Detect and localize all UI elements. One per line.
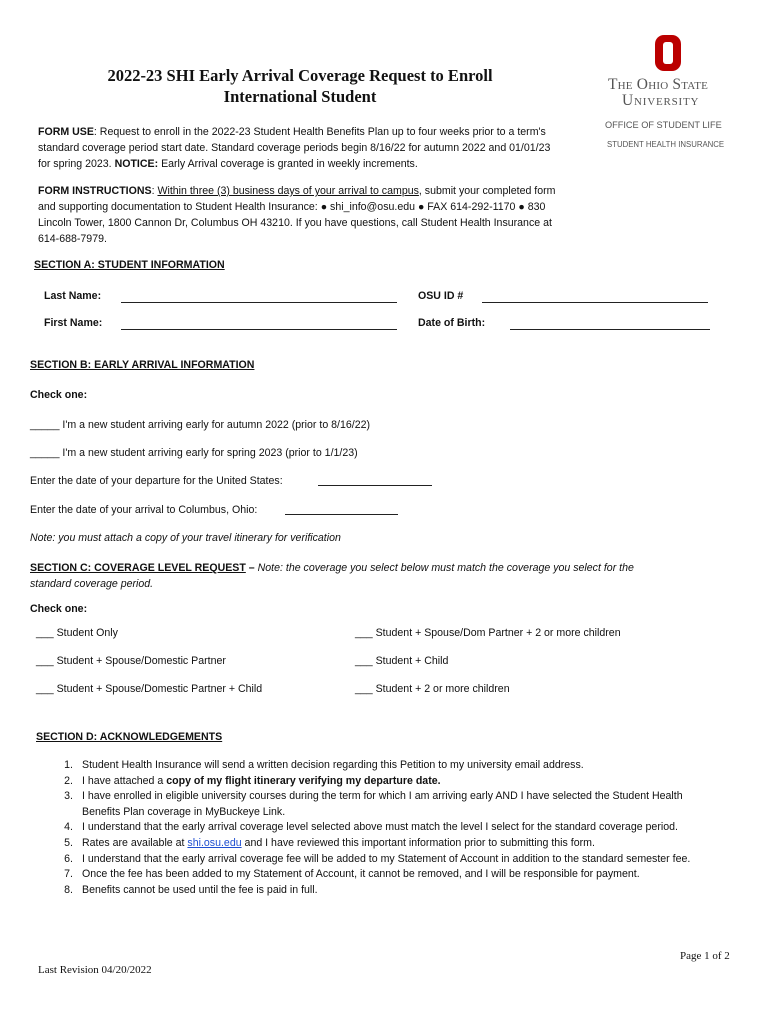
notice-label: NOTICE:: [114, 158, 159, 170]
list-item: [55, 852, 707, 868]
logo-line-3: OFFICE OF STUDENT LIFE: [605, 120, 722, 130]
list-item-number: 7.: [64, 868, 73, 881]
acknowledgements-list: [55, 758, 707, 898]
list-item-text: I have enrolled in eligible university courses during the term for which I am arriving early AND I have selected the Student Health Benefits Plan coverage in MyBuckeye Link.: [82, 790, 683, 818]
list-item-number: 6.: [64, 852, 73, 865]
list-item-text: and I have reviewed this important information prior to submitting this form.: [241, 836, 595, 849]
itinerary-note: Note: you must attach a copy of your travel itinerary for verification: [30, 532, 341, 544]
list-item: [55, 820, 707, 836]
list-item-number: 2.: [64, 774, 73, 787]
form-instructions-label: FORM INSTRUCTIONS: [38, 185, 152, 197]
departure-date-label: Enter the date of your departure for the United States:: [30, 475, 283, 487]
last-name-field[interactable]: [121, 302, 397, 303]
page-title: [40, 65, 560, 107]
form-instructions-colon: :: [151, 185, 158, 197]
coverage-option-child[interactable]: ___ Student + Child: [355, 655, 449, 667]
section-b-heading: SECTION B: EARLY ARRIVAL INFORMATION: [30, 359, 255, 371]
first-name-field[interactable]: [121, 329, 397, 330]
section-c-heading: SECTION C: COVERAGE LEVEL REQUEST: [30, 562, 246, 574]
list-item-text: Benefits cannot be used until the fee is paid in full.: [82, 883, 318, 896]
coverage-option-student-only[interactable]: ___ Student Only: [36, 627, 118, 639]
page-number: Page 1 of 2: [680, 950, 730, 962]
coverage-option-spouse-child[interactable]: ___ Student + Spouse/Domestic Partner + Child: [36, 683, 263, 695]
list-item: [55, 836, 707, 852]
departure-date-field[interactable]: [318, 485, 432, 486]
arrival-date-field[interactable]: [285, 514, 398, 515]
section-c-dash: –: [245, 562, 258, 574]
list-item-text: I understand that the early arrival coverage level selected above must match the level I select for the standard coverage period.: [82, 821, 678, 834]
list-item-text: I have attached a: [82, 774, 167, 787]
form-use-paragraph: [38, 124, 556, 172]
list-item-number: 4.: [64, 821, 73, 834]
osu-id-label: OSU ID #: [418, 290, 464, 302]
list-item: [55, 758, 707, 774]
list-item-text: Rates are available at: [82, 836, 188, 849]
section-d-heading: SECTION D: ACKNOWLEDGEMENTS: [36, 731, 223, 743]
coverage-option-spouse-2-children[interactable]: ___ Student + Spouse/Dom Partner + 2 or more children: [355, 627, 621, 639]
osu-id-field[interactable]: [482, 302, 708, 303]
logo-line-2: University: [622, 92, 700, 109]
list-item: [55, 883, 707, 899]
dob-label: Date of Birth:: [418, 317, 486, 329]
last-name-label: Last Name:: [44, 290, 102, 302]
list-item-text: Student Health Insurance will send a written decision regarding this Petition to my university email address.: [82, 759, 584, 771]
list-item: [55, 867, 707, 883]
revision-date: Last Revision 04/20/2022: [38, 964, 152, 976]
arrival-date-label: Enter the date of your arrival to Columbus, Ohio:: [30, 504, 258, 516]
list-item-number: 5.: [64, 836, 73, 849]
list-item-bold-text: copy of my flight itinerary verifying my departure date.: [166, 774, 441, 787]
title-line-1: 2022-23 SHI Early Arrival Coverage Request to Enroll: [107, 66, 493, 85]
form-instructions-paragraph: [38, 183, 556, 247]
osu-logo: [600, 34, 740, 154]
section-b-check-one: Check one:: [30, 389, 88, 401]
section-c-heading-line: [30, 560, 670, 592]
dob-field[interactable]: [510, 329, 710, 330]
coverage-option-spouse[interactable]: ___ Student + Spouse/Domestic Partner: [36, 655, 226, 667]
list-item-text: I understand that the early arrival coverage fee will be added to my Statement of Account in addition to the standard semester fee.: [82, 852, 691, 865]
block-o-icon: [654, 34, 682, 72]
form-instructions-deadline: Within three (3) business days of your arrival to campus: [157, 185, 419, 197]
early-arrival-spring-option[interactable]: _____ I'm a new student arriving early for spring 2023 (prior to 1/1/23): [30, 447, 358, 459]
section-c-note: Note: the coverage you select below must match the coverage you select for the standard coverage period.: [30, 562, 634, 590]
rates-link[interactable]: shi.osu.edu: [187, 836, 242, 849]
section-c-check-one: Check one:: [30, 603, 88, 615]
logo-line-4: STUDENT HEALTH INSURANCE: [607, 140, 725, 149]
early-arrival-autumn-option[interactable]: _____ I'm a new student arriving early for autumn 2022 (prior to 8/16/22): [30, 419, 371, 431]
list-item: [55, 774, 707, 790]
notice-text: Early Arrival coverage is granted in weekly increments.: [158, 158, 418, 170]
list-item-number: 1.: [64, 759, 73, 771]
first-name-label: First Name:: [44, 317, 103, 329]
form-instructions-text: , submit your completed form and supporting documentation to Student Health Insurance: ● shi_info@osu.edu ● FAX 614-292-1170 ● 830 Lincoln Tower, 1800 Cannon Dr, Columbus OH 43210. If you have questions, call Student Health Insurance at 614-688-7979.: [38, 185, 556, 245]
section-a-heading: SECTION A: STUDENT INFORMATION: [34, 259, 225, 271]
form-use-text: : Request to enroll in the 2022-23 Student Health Benefits Plan up to four weeks prior to a term's standard coverage period start date. Standard coverage periods begin 8/16/22 for autumn 2022 and 01/01/23 for spring 2023.: [38, 126, 551, 170]
list-item-number: 8.: [64, 883, 73, 896]
list-item-number: 3.: [64, 790, 73, 803]
logo-line-1: The Ohio State: [608, 76, 709, 93]
form-use-label: FORM USE: [38, 126, 94, 138]
list-item-text: Once the fee has been added to my Statement of Account, it cannot be removed, and I will be responsible for payment.: [82, 868, 640, 881]
list-item: [55, 789, 707, 820]
title-line-2: International Student: [223, 87, 377, 106]
coverage-option-2-children[interactable]: ___ Student + 2 or more children: [355, 683, 510, 695]
